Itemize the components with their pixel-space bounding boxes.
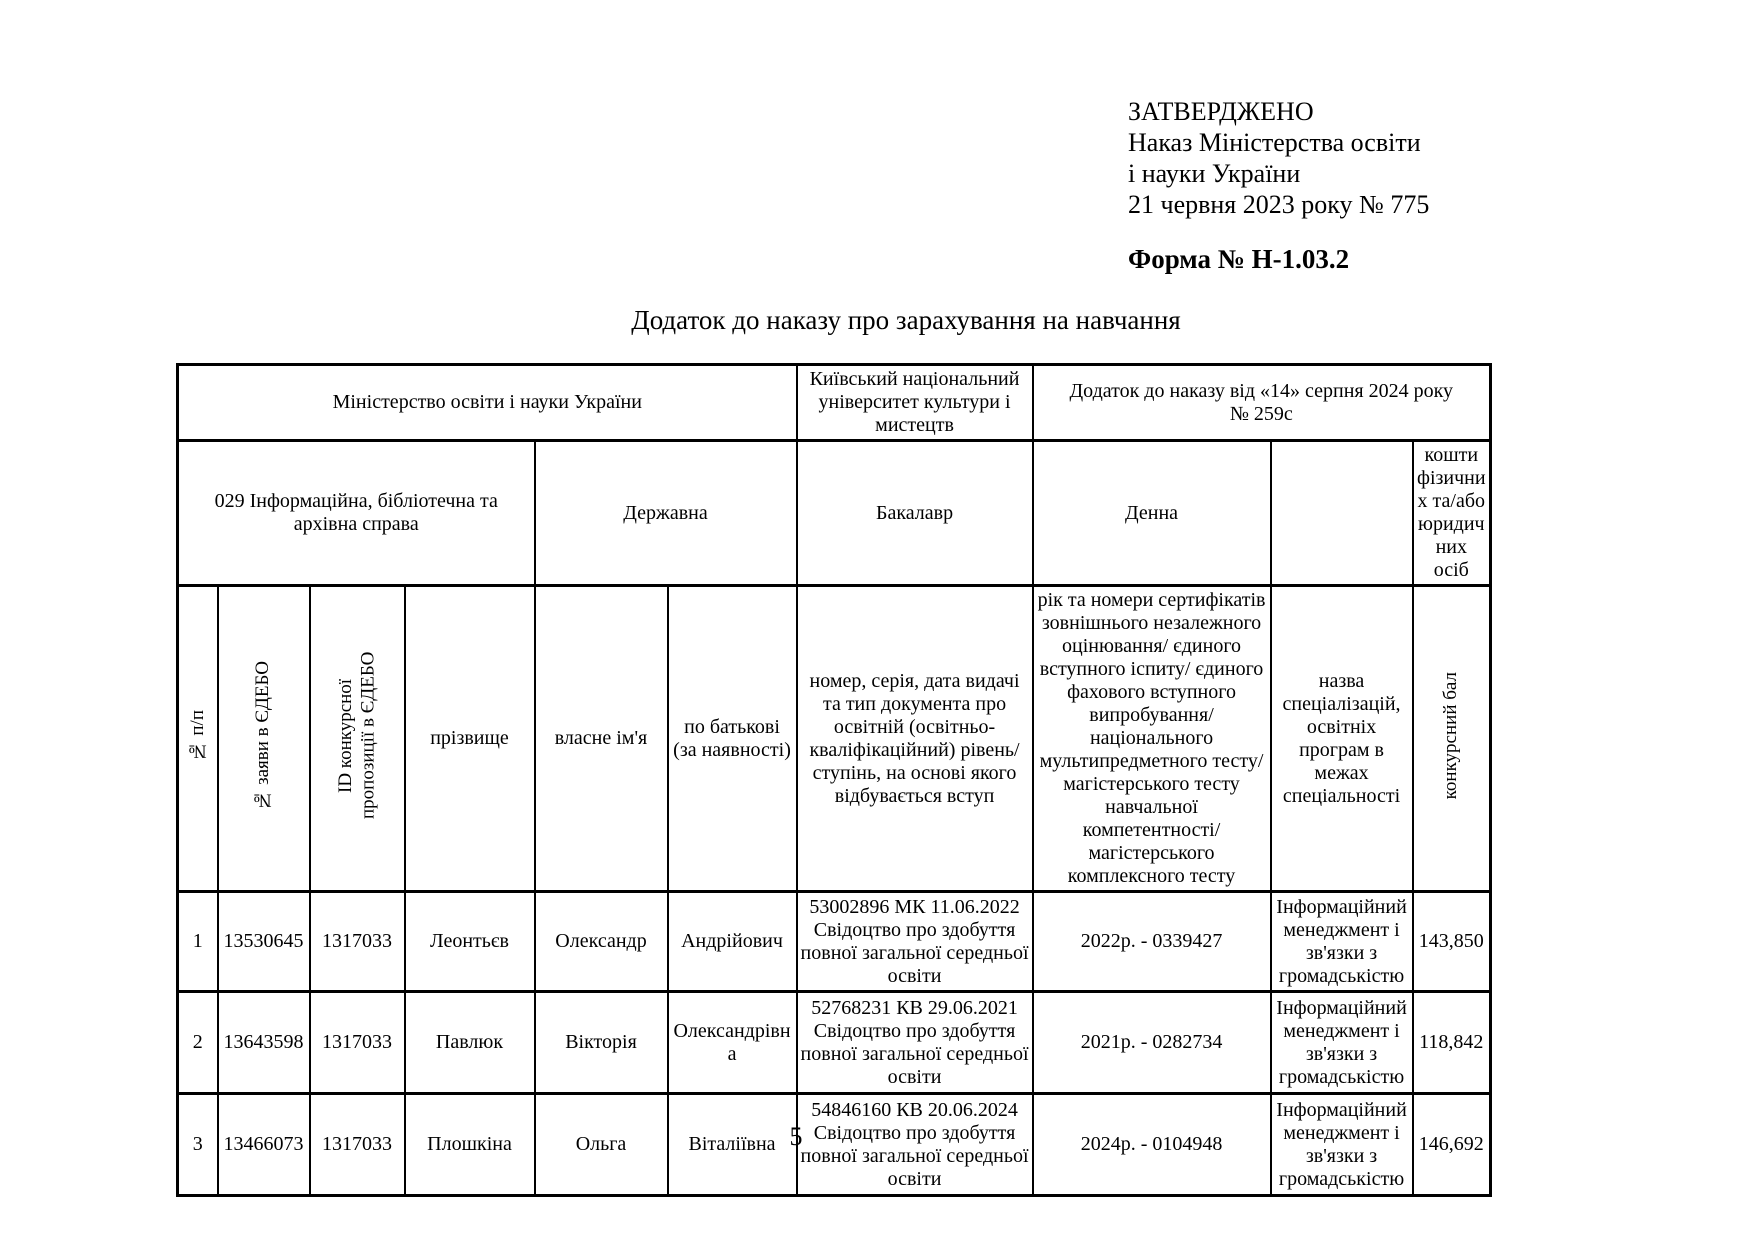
col-header-specialization: назва спеціалізацій, освітніх програм в межах спеціальності — [1271, 586, 1413, 892]
cell-patronymic: Віталіївна — [668, 1094, 797, 1196]
form-number: Форма № Н-1.03.2 — [1128, 244, 1350, 274]
col-header-first-name: власне ім'я — [535, 586, 668, 892]
approval-line: Наказ Міністерства освіти — [1128, 128, 1421, 157]
cell-document: 52768231 КВ 29.06.2021 Свідоцтво про здобуття повної загальної середньої освіти — [797, 992, 1033, 1094]
cell-first-name: Олександр — [535, 892, 668, 992]
cell-surname: Плошкіна — [405, 1094, 535, 1196]
col-header-num-label: № п/п — [186, 709, 208, 762]
table-row — [178, 992, 1491, 1094]
cell-surname: Леонтьєв — [405, 892, 535, 992]
col-header-certificates: рік та номери сертифікатів зовнішнього незалежного оцінювання/ єдиного вступного іспиту/ єдиного фахового вступного випробування/ національного мультипредметного тесту/ магістерського тесту навчальної компетентності/ магістерського комплексного тесту — [1033, 586, 1271, 892]
approval-block — [1128, 96, 1429, 275]
cell-score: 118,842 — [1413, 992, 1491, 1094]
col-header-application-id — [218, 586, 310, 892]
cell-application-id: 13530645 — [218, 892, 310, 992]
funding-cell: Державна — [535, 441, 797, 586]
approval-line: і науки України — [1128, 159, 1301, 188]
order-ref-cell — [1033, 365, 1491, 441]
cell-certificates: 2024р. - 0104948 — [1033, 1094, 1271, 1196]
col-header-document: номер, серія, дата видачі та тип документа про освітній (освітньо-кваліфікаційний) рівень/ступінь, на основі якого відбувається вступ — [797, 586, 1033, 892]
degree-cell: Бакалавр — [797, 441, 1033, 586]
cell-num: 2 — [178, 992, 218, 1094]
cell-specialization: Інформаційний менеджмент і зв'язки з громадськістю — [1271, 992, 1413, 1094]
page-number: 5 — [789, 1122, 803, 1151]
specialty-cell: 029 Інформаційна, бібліотечна та архівна справа — [178, 441, 535, 586]
cell-proposal-id: 1317033 — [310, 992, 405, 1094]
cell-proposal-id: 1317033 — [310, 892, 405, 992]
col-header-proposal-id — [310, 586, 405, 892]
col-header-score — [1413, 586, 1491, 892]
order-ref-line: № 259с — [1229, 402, 1293, 425]
cell-first-name: Вікторія — [535, 992, 668, 1094]
cell-specialization: Інформаційний менеджмент і зв'язки з громадськістю — [1271, 1094, 1413, 1196]
cell-specialization: Інформаційний менеджмент і зв'язки з громадськістю — [1271, 892, 1413, 992]
empty-cell — [1271, 441, 1413, 586]
university-cell: Київський національний університет культури і мистецтв — [797, 365, 1033, 441]
col-header-proposal-id-label: ID конкурсної пропозиції в ЄДЕБО — [334, 651, 378, 820]
cell-num: 1 — [178, 892, 218, 992]
cell-document: 54846160 КВ 20.06.2024 Свідоцтво про здобуття повної загальної середньої освіти — [797, 1094, 1033, 1196]
cell-application-id: 13643598 — [218, 992, 310, 1094]
approval-line: ЗАТВЕРДЖЕНО — [1128, 97, 1314, 126]
approval-line: 21 червня 2023 року № 775 — [1128, 190, 1430, 219]
col-header-patronymic: по батькові (за наявності) — [668, 586, 797, 892]
cell-patronymic: Олександрівна — [668, 992, 797, 1094]
order-ref-line: Додаток до наказу від «14» серпня 2024 року — [1069, 379, 1454, 402]
cell-document: 53002896 МК 11.06.2022 Свідоцтво про здобуття повної загальної середньої освіти — [797, 892, 1033, 992]
cell-patronymic: Андрійович — [668, 892, 797, 992]
cell-certificates: 2021р. - 0282734 — [1033, 992, 1271, 1094]
enrollment-table — [176, 363, 1492, 1197]
col-header-surname: прізвище — [405, 586, 535, 892]
table-row — [178, 892, 1491, 992]
ministry-cell: Міністерство освіти і науки України — [178, 365, 797, 441]
col-header-application-id-label: № заяви в ЄДЕБО — [252, 660, 274, 811]
cell-certificates: 2022р. - 0339427 — [1033, 892, 1271, 992]
org-header-row — [178, 365, 1491, 441]
cell-num: 3 — [178, 1094, 218, 1196]
cell-score: 146,692 — [1413, 1094, 1491, 1196]
cell-application-id: 13466073 — [218, 1094, 310, 1196]
col-header-score-label: конкурсний бал — [1440, 671, 1462, 800]
col-header-num — [178, 586, 218, 892]
page-title: Додаток до наказу про зарахування на навчання — [631, 305, 1181, 335]
program-header-row — [178, 441, 1491, 586]
cell-surname: Павлюк — [405, 992, 535, 1094]
cell-first-name: Ольга — [535, 1094, 668, 1196]
study-form-cell: Денна — [1033, 441, 1271, 586]
funds-cell: кошти фізичних та/або юридичних осіб — [1413, 441, 1491, 586]
column-header-row — [178, 586, 1491, 892]
cell-proposal-id: 1317033 — [310, 1094, 405, 1196]
cell-score: 143,850 — [1413, 892, 1491, 992]
